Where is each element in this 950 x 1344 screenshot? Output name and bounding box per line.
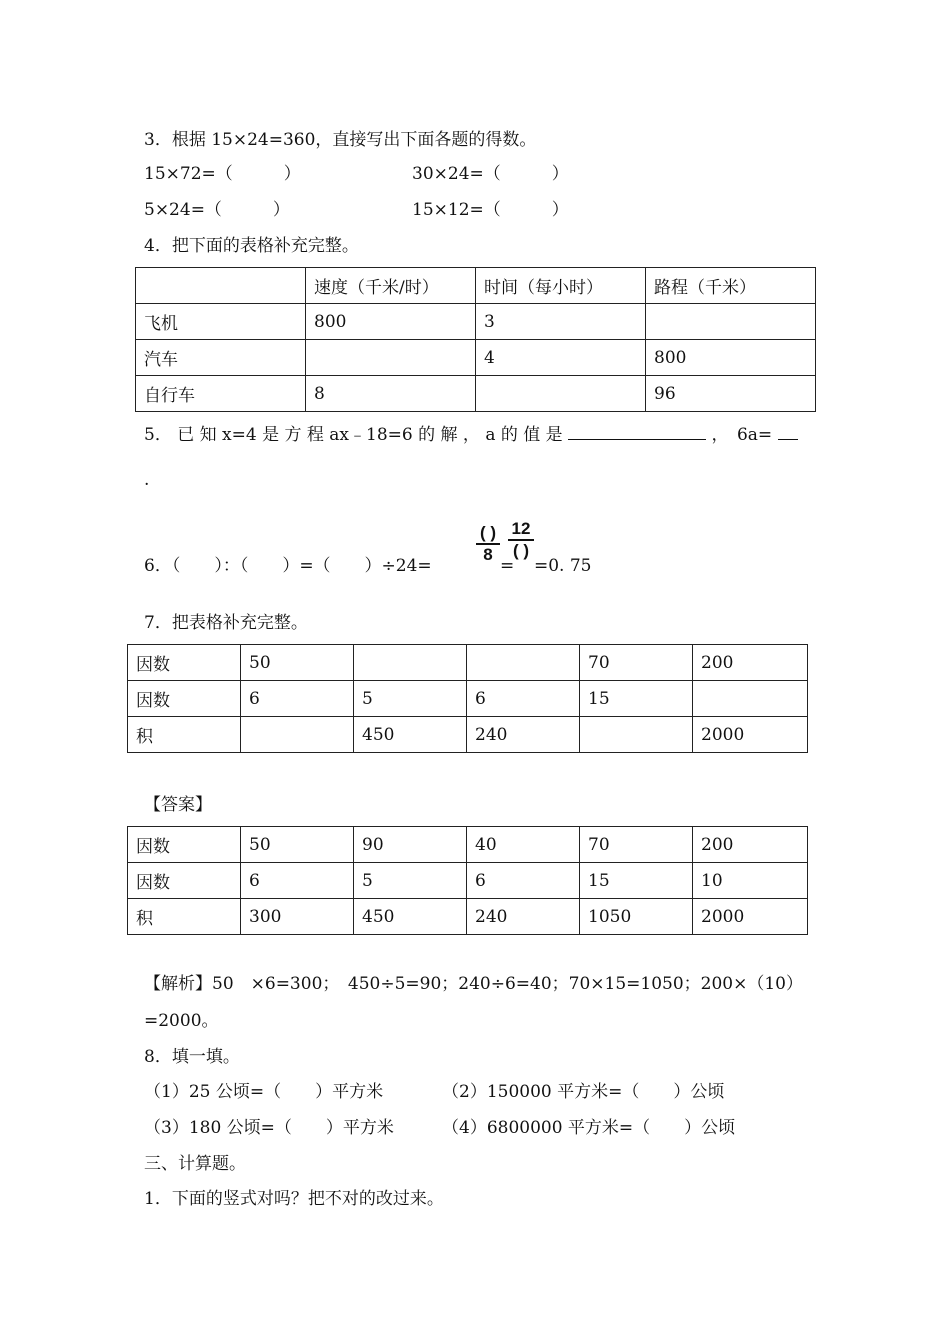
q7-title: 7．把表格补充完整。 xyxy=(144,613,308,633)
table-cell xyxy=(467,645,580,681)
q5-text-b: ， 6a= xyxy=(711,425,773,445)
table-cell: 因数 xyxy=(128,863,241,899)
q8-item-1: （1）25 公顷=（ ）平方米 xyxy=(144,1082,384,1102)
table-cell: 积 xyxy=(128,899,241,935)
q5-period: . xyxy=(144,470,150,490)
table-cell: 4 xyxy=(476,340,646,376)
table-cell: 450 xyxy=(354,899,467,935)
table-row xyxy=(128,681,808,717)
table-cell: 8 xyxy=(306,376,476,412)
section-3-title: 三、计算题。 xyxy=(144,1154,246,1174)
table-header: 速度（千米/时） xyxy=(306,268,476,304)
q6-fraction-2-denominator: ( ) xyxy=(512,541,530,560)
table-cell xyxy=(241,717,354,753)
table-cell: 50 xyxy=(241,827,354,863)
table-row xyxy=(136,304,816,340)
table-cell xyxy=(693,681,808,717)
table-cell: 50 xyxy=(241,645,354,681)
table-cell xyxy=(354,645,467,681)
table-cell: 10 xyxy=(693,863,808,899)
q5-answer-blank-a[interactable] xyxy=(568,421,706,440)
table-row xyxy=(128,645,808,681)
table-cell: 800 xyxy=(306,304,476,340)
table-cell: 240 xyxy=(467,899,580,935)
q8-item-2: （2）150000 平方米=（ ）公顷 xyxy=(442,1082,725,1102)
table-row xyxy=(128,863,808,899)
table-header: 路程（千米） xyxy=(646,268,816,304)
q6-fraction-2 xyxy=(508,520,534,560)
table-cell: 40 xyxy=(467,827,580,863)
table-cell xyxy=(646,304,816,340)
table-cell: 450 xyxy=(354,717,467,753)
q3-item-2: 30×24=（ ） xyxy=(412,164,569,184)
table-cell: 汽车 xyxy=(136,340,306,376)
table-cell: 240 xyxy=(467,717,580,753)
table-cell xyxy=(136,268,306,304)
q5-text xyxy=(144,421,798,446)
table-row xyxy=(128,717,808,753)
table-cell: 6 xyxy=(467,681,580,717)
q3-item-4: 15×12=（ ） xyxy=(412,200,569,220)
q5-text-a: 5． 已 知 x=4 是 方 程 ax﹣18=6 的 解 ， a 的 值 是 xyxy=(144,425,563,445)
table-cell xyxy=(306,340,476,376)
table-cell: 800 xyxy=(646,340,816,376)
q6-suffix: =0. 75 xyxy=(534,556,592,576)
q8-item-4: （4）6800000 平方米=（ ）公顷 xyxy=(442,1118,736,1138)
table-cell: 飞机 xyxy=(136,304,306,340)
q6-fraction-1 xyxy=(476,524,500,564)
table-cell: 15 xyxy=(580,681,693,717)
table-cell: 70 xyxy=(580,645,693,681)
table-header: 时间（每小时） xyxy=(476,268,646,304)
table-cell: 70 xyxy=(580,827,693,863)
table-cell: 自行车 xyxy=(136,376,306,412)
table-cell: 200 xyxy=(693,827,808,863)
table-cell: 因数 xyxy=(128,827,241,863)
table-row xyxy=(128,899,808,935)
q6-equals: = xyxy=(500,556,515,576)
q4-title: 4．把下面的表格补充完整。 xyxy=(144,236,359,256)
q8-item-3: （3）180 公顷=（ ）平方米 xyxy=(144,1118,394,1138)
table-cell: 6 xyxy=(241,681,354,717)
q6-prefix: 6．（ ）：（ ）=（ ）÷24= xyxy=(144,556,432,576)
table-cell: 1050 xyxy=(580,899,693,935)
table-row xyxy=(128,827,808,863)
q6-fraction-1-numerator: ( ) xyxy=(479,523,497,542)
speed-table xyxy=(135,267,816,412)
table-row xyxy=(136,340,816,376)
table-cell: 96 xyxy=(646,376,816,412)
table-cell: 6 xyxy=(241,863,354,899)
q3-item-1: 15×72=（ ） xyxy=(144,164,301,184)
q3-title: 3．根据 15×24=360，直接写出下面各题的得数。 xyxy=(144,130,537,150)
table-cell: 因数 xyxy=(128,645,241,681)
table-cell: 300 xyxy=(241,899,354,935)
table-cell: 因数 xyxy=(128,681,241,717)
q6-fraction-2-numerator: 12 xyxy=(511,519,531,538)
table-row xyxy=(136,376,816,412)
table-cell: 5 xyxy=(354,863,467,899)
factor-table xyxy=(127,644,808,753)
table-cell: 5 xyxy=(354,681,467,717)
table-cell: 90 xyxy=(354,827,467,863)
q5-answer-blank-6a[interactable] xyxy=(778,421,798,440)
q6-fraction-1-denominator: 8 xyxy=(483,545,493,564)
calc-1-title: 1．下面的竖式对吗？把不对的改过来。 xyxy=(144,1189,444,1209)
table-cell xyxy=(580,717,693,753)
answer-table xyxy=(127,826,808,935)
q3-item-3: 5×24=（ ） xyxy=(144,200,290,220)
table-row xyxy=(136,268,816,304)
table-cell: 3 xyxy=(476,304,646,340)
analysis-line-1: 【解析】50 ×6=300； 450÷5=90；240÷6=40；70×15=1050；200×（10） xyxy=(144,974,803,994)
table-cell: 6 xyxy=(467,863,580,899)
table-cell: 2000 xyxy=(693,717,808,753)
table-cell: 2000 xyxy=(693,899,808,935)
q8-title: 8．填一填。 xyxy=(144,1047,240,1067)
analysis-line-2: =2000。 xyxy=(144,1011,219,1031)
table-cell: 200 xyxy=(693,645,808,681)
answer-label: 【答案】 xyxy=(144,795,212,815)
table-cell: 15 xyxy=(580,863,693,899)
table-cell xyxy=(476,376,646,412)
table-cell: 积 xyxy=(128,717,241,753)
